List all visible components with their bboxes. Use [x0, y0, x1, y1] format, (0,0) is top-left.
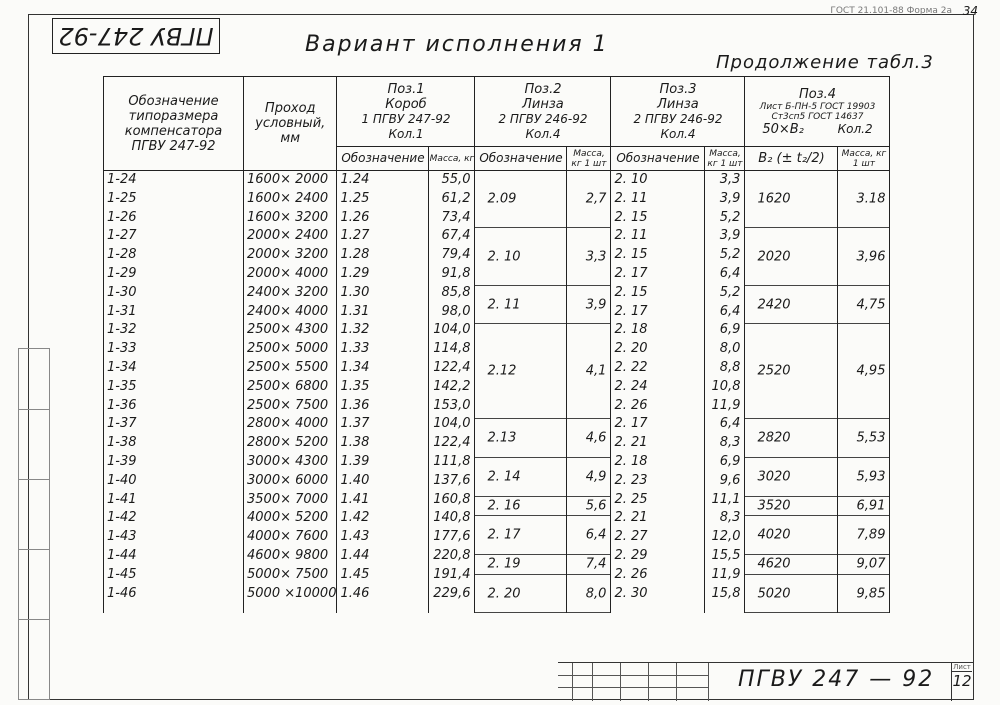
pos2-designation-group [475, 286, 566, 325]
pos4-mass: 5,93 [856, 469, 886, 485]
pos1-mass: 104,0 [433, 416, 471, 432]
pos4-b2-group [745, 286, 837, 325]
pos4-mass-group [838, 286, 889, 325]
pos4-b2: 1620 [757, 191, 791, 207]
pos1-designation-header: Обозначение [337, 147, 429, 171]
pos4-b2-group [745, 419, 837, 458]
nominal-passage: 2000× 4000 [247, 265, 329, 281]
pos3-designation: 2. 23 [614, 472, 648, 488]
col-dn [244, 171, 337, 614]
pos2-mass-group [567, 497, 610, 517]
pos3-mass: 6,9 [719, 322, 741, 338]
pos2-mass: 7,4 [585, 556, 607, 572]
pos2-designation-group [475, 575, 566, 614]
pos3-header [611, 77, 745, 147]
pos3-designation: 2. 15 [614, 247, 648, 263]
pos2-mass: 6,4 [585, 527, 607, 543]
pos2-mass-group [567, 516, 610, 555]
pos2-designation: 2. 14 [487, 469, 521, 485]
nominal-passage: 5000× 7500 [247, 566, 329, 582]
pos2-mass: 4,6 [585, 430, 607, 446]
pos2-designation: 2. 17 [487, 527, 521, 543]
nominal-passage: 1600× 3200 [247, 209, 329, 225]
pos1-designation: 1.37 [340, 416, 370, 432]
nominal-passage: 2500× 5500 [247, 359, 329, 375]
pos1-mass: 98,0 [441, 303, 471, 319]
pos4-mass-group [838, 419, 889, 458]
pos3-mass: 6,4 [719, 303, 741, 319]
nominal-passage: 2800× 5200 [247, 435, 329, 451]
type-code: 1-44 [107, 547, 137, 563]
col-pos1-mass [429, 171, 475, 614]
type-code: 1-26 [107, 209, 137, 225]
pos4-mass-group [838, 497, 889, 517]
spec-table [103, 76, 890, 613]
pos1-designation: 1.41 [340, 491, 370, 507]
pos4-b2: 4020 [757, 527, 791, 543]
pos2-designation-group [475, 497, 566, 517]
pos1-mass: 79,4 [441, 247, 471, 263]
table-continuation-label: Продолжение табл.3 [716, 52, 934, 73]
col-pos4-mass [838, 171, 890, 614]
pos1-title: Поз.1 [387, 81, 425, 97]
pos1-mass: 104,0 [433, 322, 471, 338]
type-code: 1-45 [107, 566, 137, 582]
pos4-mass: 5,53 [856, 430, 886, 446]
pos4-mass-group [838, 324, 889, 419]
pos3-designation: 2. 24 [614, 378, 648, 394]
pos4-b2-group [745, 458, 837, 497]
pos2-designation: 2.13 [487, 430, 517, 446]
pos4-mass: 4,75 [856, 297, 886, 313]
pos1-mass: 153,0 [433, 397, 471, 413]
pos1-qty: Кол.1 [388, 126, 424, 141]
pos4-qty: Кол.2 [837, 121, 873, 136]
pos4-mass-group [838, 171, 889, 228]
pos2-mass: 2,7 [585, 191, 607, 207]
pos3-designation: 2. 21 [614, 510, 648, 526]
nominal-passage: 1600× 2000 [247, 172, 329, 187]
pos4-doc2: Ст3сп5 ГОСТ 14637 [771, 111, 864, 122]
pos3-designation: 2. 25 [614, 491, 648, 507]
pos1-mass: 160,8 [433, 491, 471, 507]
title-block-grid [558, 663, 708, 701]
pos1-mass: 142,2 [433, 378, 471, 394]
pos4-b2: 2020 [757, 249, 791, 265]
pos2-mass: 8,0 [585, 586, 607, 602]
pos1-mass: 67,4 [441, 228, 471, 244]
col-pos4-b2 [745, 171, 838, 614]
pos3-title: Поз.3 [659, 81, 697, 97]
type-code: 1-41 [107, 491, 137, 507]
pos3-mass: 8,3 [719, 510, 741, 526]
nominal-passage: 3000× 6000 [247, 472, 329, 488]
pos2-doc: 2 ПГВУ 246-92 [498, 111, 588, 126]
pos4-size: 50×B₂ [762, 121, 804, 137]
pos4-b2-group [745, 575, 837, 614]
pos4-mass: 6,91 [856, 498, 886, 514]
pos3-qty: Кол.4 [660, 126, 696, 141]
pos3-doc: 2 ПГВУ 246-92 [633, 111, 723, 126]
pos4-b2: 2820 [757, 430, 791, 446]
nominal-passage: 3500× 7000 [247, 491, 329, 507]
pos1-mass: 111,8 [433, 453, 471, 469]
page-title: Вариант исполнения 1 [305, 32, 609, 57]
pos4-mass: 3.18 [856, 191, 886, 207]
type-code: 1-27 [107, 228, 137, 244]
title-block [558, 662, 974, 701]
pos3-designation: 2. 15 [614, 209, 648, 225]
pos3-designation: 2. 26 [614, 566, 648, 582]
nominal-passage: 4600× 9800 [247, 547, 329, 563]
pos2-mass-group [567, 419, 610, 458]
type-code: 1-34 [107, 359, 137, 375]
pos2-designation-group [475, 171, 566, 228]
pos1-designation: 1.36 [340, 397, 370, 413]
pos1-designation: 1.32 [340, 322, 370, 338]
corner-stamp: ПГВУ 247-92 [52, 18, 220, 54]
pos4-mass: 9,85 [856, 586, 886, 602]
pos1-designation: 1.33 [340, 341, 370, 357]
pos1-mass: 229,6 [433, 585, 471, 601]
pos2-mass-group [567, 575, 610, 614]
type-code: 1-43 [107, 529, 137, 545]
type-code: 1-30 [107, 284, 137, 300]
pos1-designation: 1.43 [340, 529, 370, 545]
pos3-designation: 2. 11 [614, 190, 648, 206]
pos1-mass: 85,8 [441, 284, 471, 300]
pos1-mass: 73,4 [441, 209, 471, 225]
pos4-doc1: Лист Б-ПН-5 ГОСТ 19903 [759, 101, 876, 112]
type-code: 1-37 [107, 416, 137, 432]
pos2-mass-group [567, 171, 610, 228]
pos2-mass-group [567, 555, 610, 575]
nominal-passage: 4000× 7600 [247, 529, 329, 545]
col-codes [104, 171, 244, 614]
pos4-header [745, 77, 890, 147]
pos4-b2-group [745, 228, 837, 285]
pos2-designation: 2. 11 [487, 297, 521, 313]
pos1-designation: 1.25 [340, 190, 370, 206]
pos4-mass: 9,07 [856, 556, 886, 572]
pos3-mass: 11,9 [711, 397, 741, 413]
pos1-designation: 1.42 [340, 510, 370, 526]
pos4-title: Поз.4 [798, 86, 836, 102]
pos2-designation-group [475, 419, 566, 458]
pos3-designation: 2. 15 [614, 284, 648, 300]
pos1-mass: 61,2 [441, 190, 471, 206]
sheet-label: Лист [953, 663, 971, 671]
col-type-designation: Обозначение типоразмера компенсатора ПГВУ 247-92 [104, 77, 244, 171]
pos1-mass-header: Масса, кг [429, 147, 475, 171]
pos1-designation: 1.31 [340, 303, 370, 319]
pos2-mass: 3,9 [585, 297, 607, 313]
sheet-number: 12 [952, 672, 972, 690]
pos1-mass: 177,6 [433, 529, 471, 545]
pos3-mass: 8,8 [719, 359, 741, 375]
pos3-designation: 2. 22 [614, 359, 648, 375]
nominal-passage: 4000× 5200 [247, 510, 329, 526]
pos4-b2-group [745, 497, 837, 517]
pos4-mass-group [838, 555, 889, 575]
pos3-designation: 2. 27 [614, 529, 648, 545]
type-code: 1-29 [107, 265, 137, 281]
nominal-passage: 2400× 3200 [247, 284, 329, 300]
pos3-mass: 5,2 [719, 209, 741, 225]
pos3-designation: 2. 21 [614, 435, 648, 451]
pos4-mass-group [838, 516, 889, 555]
pos1-designation: 1.28 [340, 247, 370, 263]
pos4-b2-group [745, 555, 837, 575]
pos4-b2: 3020 [757, 469, 791, 485]
col-pos2-mass [567, 171, 611, 614]
pos1-mass: 122,4 [433, 435, 471, 451]
left-signature-strip [18, 348, 50, 700]
col-pos2-designation [475, 171, 567, 614]
pos3-designation: 2. 30 [614, 585, 648, 601]
pos3-designation: 2. 17 [614, 265, 648, 281]
document-code: ПГВУ 247 — 92 [738, 667, 935, 692]
type-code: 1-32 [107, 322, 137, 338]
pos2-designation-group [475, 458, 566, 497]
pos3-mass: 15,8 [711, 585, 741, 601]
pos4-b2-group [745, 516, 837, 555]
col-pos3-mass [705, 171, 745, 614]
pos4-b2-group [745, 324, 837, 419]
pos1-designation: 1.46 [340, 585, 370, 601]
pos3-mass: 11,1 [711, 491, 741, 507]
pos3-mass: 8,3 [719, 435, 741, 451]
nominal-passage: 2400× 4000 [247, 303, 329, 319]
pos2-mass: 5,6 [585, 498, 607, 514]
type-code: 1-35 [107, 378, 137, 394]
nominal-passage: 5000 ×10000 [247, 585, 337, 601]
type-code: 1-25 [107, 190, 137, 206]
pos1-designation: 1.38 [340, 435, 370, 451]
pos4-mass: 3,96 [856, 249, 886, 265]
nominal-passage: 3000× 4300 [247, 453, 329, 469]
pos4-b2: 4620 [757, 556, 791, 572]
nominal-passage: 2800× 4000 [247, 416, 329, 432]
col-nominal-passage: Проход условный, мм [244, 77, 337, 171]
pos2-designation-group [475, 324, 566, 419]
nominal-passage: 2000× 3200 [247, 247, 329, 263]
type-code: 1-28 [107, 247, 137, 263]
pos2-designation: 2. 19 [487, 556, 521, 572]
pos3-designation: 2. 17 [614, 416, 648, 432]
sheet-box [951, 663, 972, 701]
pos2-designation-group [475, 555, 566, 575]
pos2-mass-group [567, 324, 610, 419]
pos2-designation-header: Обозначение [475, 147, 567, 171]
pos4-b2-group [745, 171, 837, 228]
pos1-mass: 191,4 [433, 566, 471, 582]
pos2-designation: 2. 16 [487, 498, 521, 514]
pos4-b2: 2420 [757, 297, 791, 313]
pos2-mass-header: Масса, кг 1 шт [567, 147, 611, 171]
type-code: 1-42 [107, 510, 137, 526]
nominal-passage: 2500× 5000 [247, 341, 329, 357]
pos3-mass: 3,9 [719, 190, 741, 206]
pos1-mass: 140,8 [433, 510, 471, 526]
pos4-mass-group [838, 575, 889, 614]
pos1-mass: 122,4 [433, 359, 471, 375]
pos2-mass-group [567, 228, 610, 285]
pos2-mass-group [567, 458, 610, 497]
pos3-designation: 2. 18 [614, 453, 648, 469]
pos2-mass-group [567, 286, 610, 325]
pos3-designation: 2. 17 [614, 303, 648, 319]
pos3-mass: 12,0 [711, 529, 741, 545]
pos1-designation: 1.45 [340, 566, 370, 582]
pos1-designation: 1.24 [340, 172, 370, 187]
pos2-mass: 4,1 [585, 363, 607, 379]
pos3-mass: 5,2 [719, 284, 741, 300]
pos1-designation: 1.35 [340, 378, 370, 394]
pos1-designation: 1.26 [340, 209, 370, 225]
type-code: 1-40 [107, 472, 137, 488]
pos2-designation: 2. 10 [487, 249, 521, 265]
pos3-designation: 2. 20 [614, 341, 648, 357]
pos1-designation: 1.39 [340, 453, 370, 469]
pos1-doc: 1 ПГВУ 247-92 [361, 111, 451, 126]
pos2-name: Линза [522, 96, 564, 112]
pos3-mass: 8,0 [719, 341, 741, 357]
type-code: 1-36 [107, 397, 137, 413]
col-pos3-designation [611, 171, 705, 614]
pos4-mass-group [838, 228, 889, 285]
type-code: 1-38 [107, 435, 137, 451]
pos3-mass: 5,2 [719, 247, 741, 263]
type-code: 1-24 [107, 172, 137, 187]
pos3-mass: 9,6 [719, 472, 741, 488]
nominal-passage: 1600× 2400 [247, 190, 329, 206]
pos3-mass: 10,8 [711, 378, 741, 394]
pos3-mass: 15,5 [711, 547, 741, 563]
pos1-mass: 91,8 [441, 265, 471, 281]
pos1-designation: 1.30 [340, 284, 370, 300]
pos4-mass-group [838, 458, 889, 497]
pos3-mass: 3,9 [719, 228, 741, 244]
pos1-mass: 55,0 [441, 172, 471, 187]
type-code: 1-31 [107, 303, 137, 319]
pos4-b2: 3520 [757, 498, 791, 514]
pos4-mass: 4,95 [856, 363, 886, 379]
pos1-name: Короб [385, 96, 427, 112]
pos3-mass: 3,3 [719, 172, 741, 187]
col-pos1-designation [337, 171, 429, 614]
pos1-designation: 1.29 [340, 265, 370, 281]
top-page-number: 34 [962, 4, 978, 18]
pos1-header [337, 77, 475, 147]
pos2-mass: 4,9 [585, 469, 607, 485]
pos4-b2: 2520 [757, 363, 791, 379]
pos3-designation: 2. 18 [614, 322, 648, 338]
nominal-passage: 2000× 2400 [247, 228, 329, 244]
pos2-designation: 2. 20 [487, 586, 521, 602]
pos3-designation: 2. 29 [614, 547, 648, 563]
pos2-designation-group [475, 516, 566, 555]
pos3-mass: 6,9 [719, 453, 741, 469]
pos2-mass: 3,3 [585, 249, 607, 265]
pos1-designation: 1.27 [340, 228, 370, 244]
pos3-mass-header: Масса, кг 1 шт [705, 147, 745, 171]
nominal-passage: 2500× 4300 [247, 322, 329, 338]
pos2-header [475, 77, 611, 147]
pos3-designation: 2. 11 [614, 228, 648, 244]
pos1-mass: 137,6 [433, 472, 471, 488]
nominal-passage: 2500× 7500 [247, 397, 329, 413]
nominal-passage: 2500× 6800 [247, 378, 329, 394]
pos1-designation: 1.44 [340, 547, 370, 563]
pos2-designation: 2.09 [487, 191, 517, 207]
type-code: 1-39 [107, 453, 137, 469]
pos2-designation-group [475, 228, 566, 285]
pos1-mass: 220,8 [433, 547, 471, 563]
pos2-qty: Кол.4 [525, 126, 561, 141]
pos4-mass: 7,89 [856, 527, 886, 543]
form-reference: ГОСТ 21.101-88 Форма 2а [830, 6, 952, 16]
pos3-mass: 11,9 [711, 566, 741, 582]
pos2-designation: 2.12 [487, 363, 517, 379]
pos1-mass: 114,8 [433, 341, 471, 357]
pos2-title: Поз.2 [524, 81, 562, 97]
pos4-mass-header: Масса, кг 1 шт [838, 147, 890, 171]
pos1-designation: 1.40 [340, 472, 370, 488]
pos4-b2: 5020 [757, 586, 791, 602]
pos4-b2-header: B₂ (± t₂/2) [745, 147, 838, 171]
pos3-designation-header: Обозначение [611, 147, 705, 171]
pos3-mass: 6,4 [719, 416, 741, 432]
pos1-designation: 1.34 [340, 359, 370, 375]
pos3-designation: 2. 10 [614, 172, 648, 187]
pos3-name: Линза [657, 96, 699, 112]
type-code: 1-33 [107, 341, 137, 357]
pos3-designation: 2. 26 [614, 397, 648, 413]
pos3-mass: 6,4 [719, 265, 741, 281]
type-code: 1-46 [107, 585, 137, 601]
